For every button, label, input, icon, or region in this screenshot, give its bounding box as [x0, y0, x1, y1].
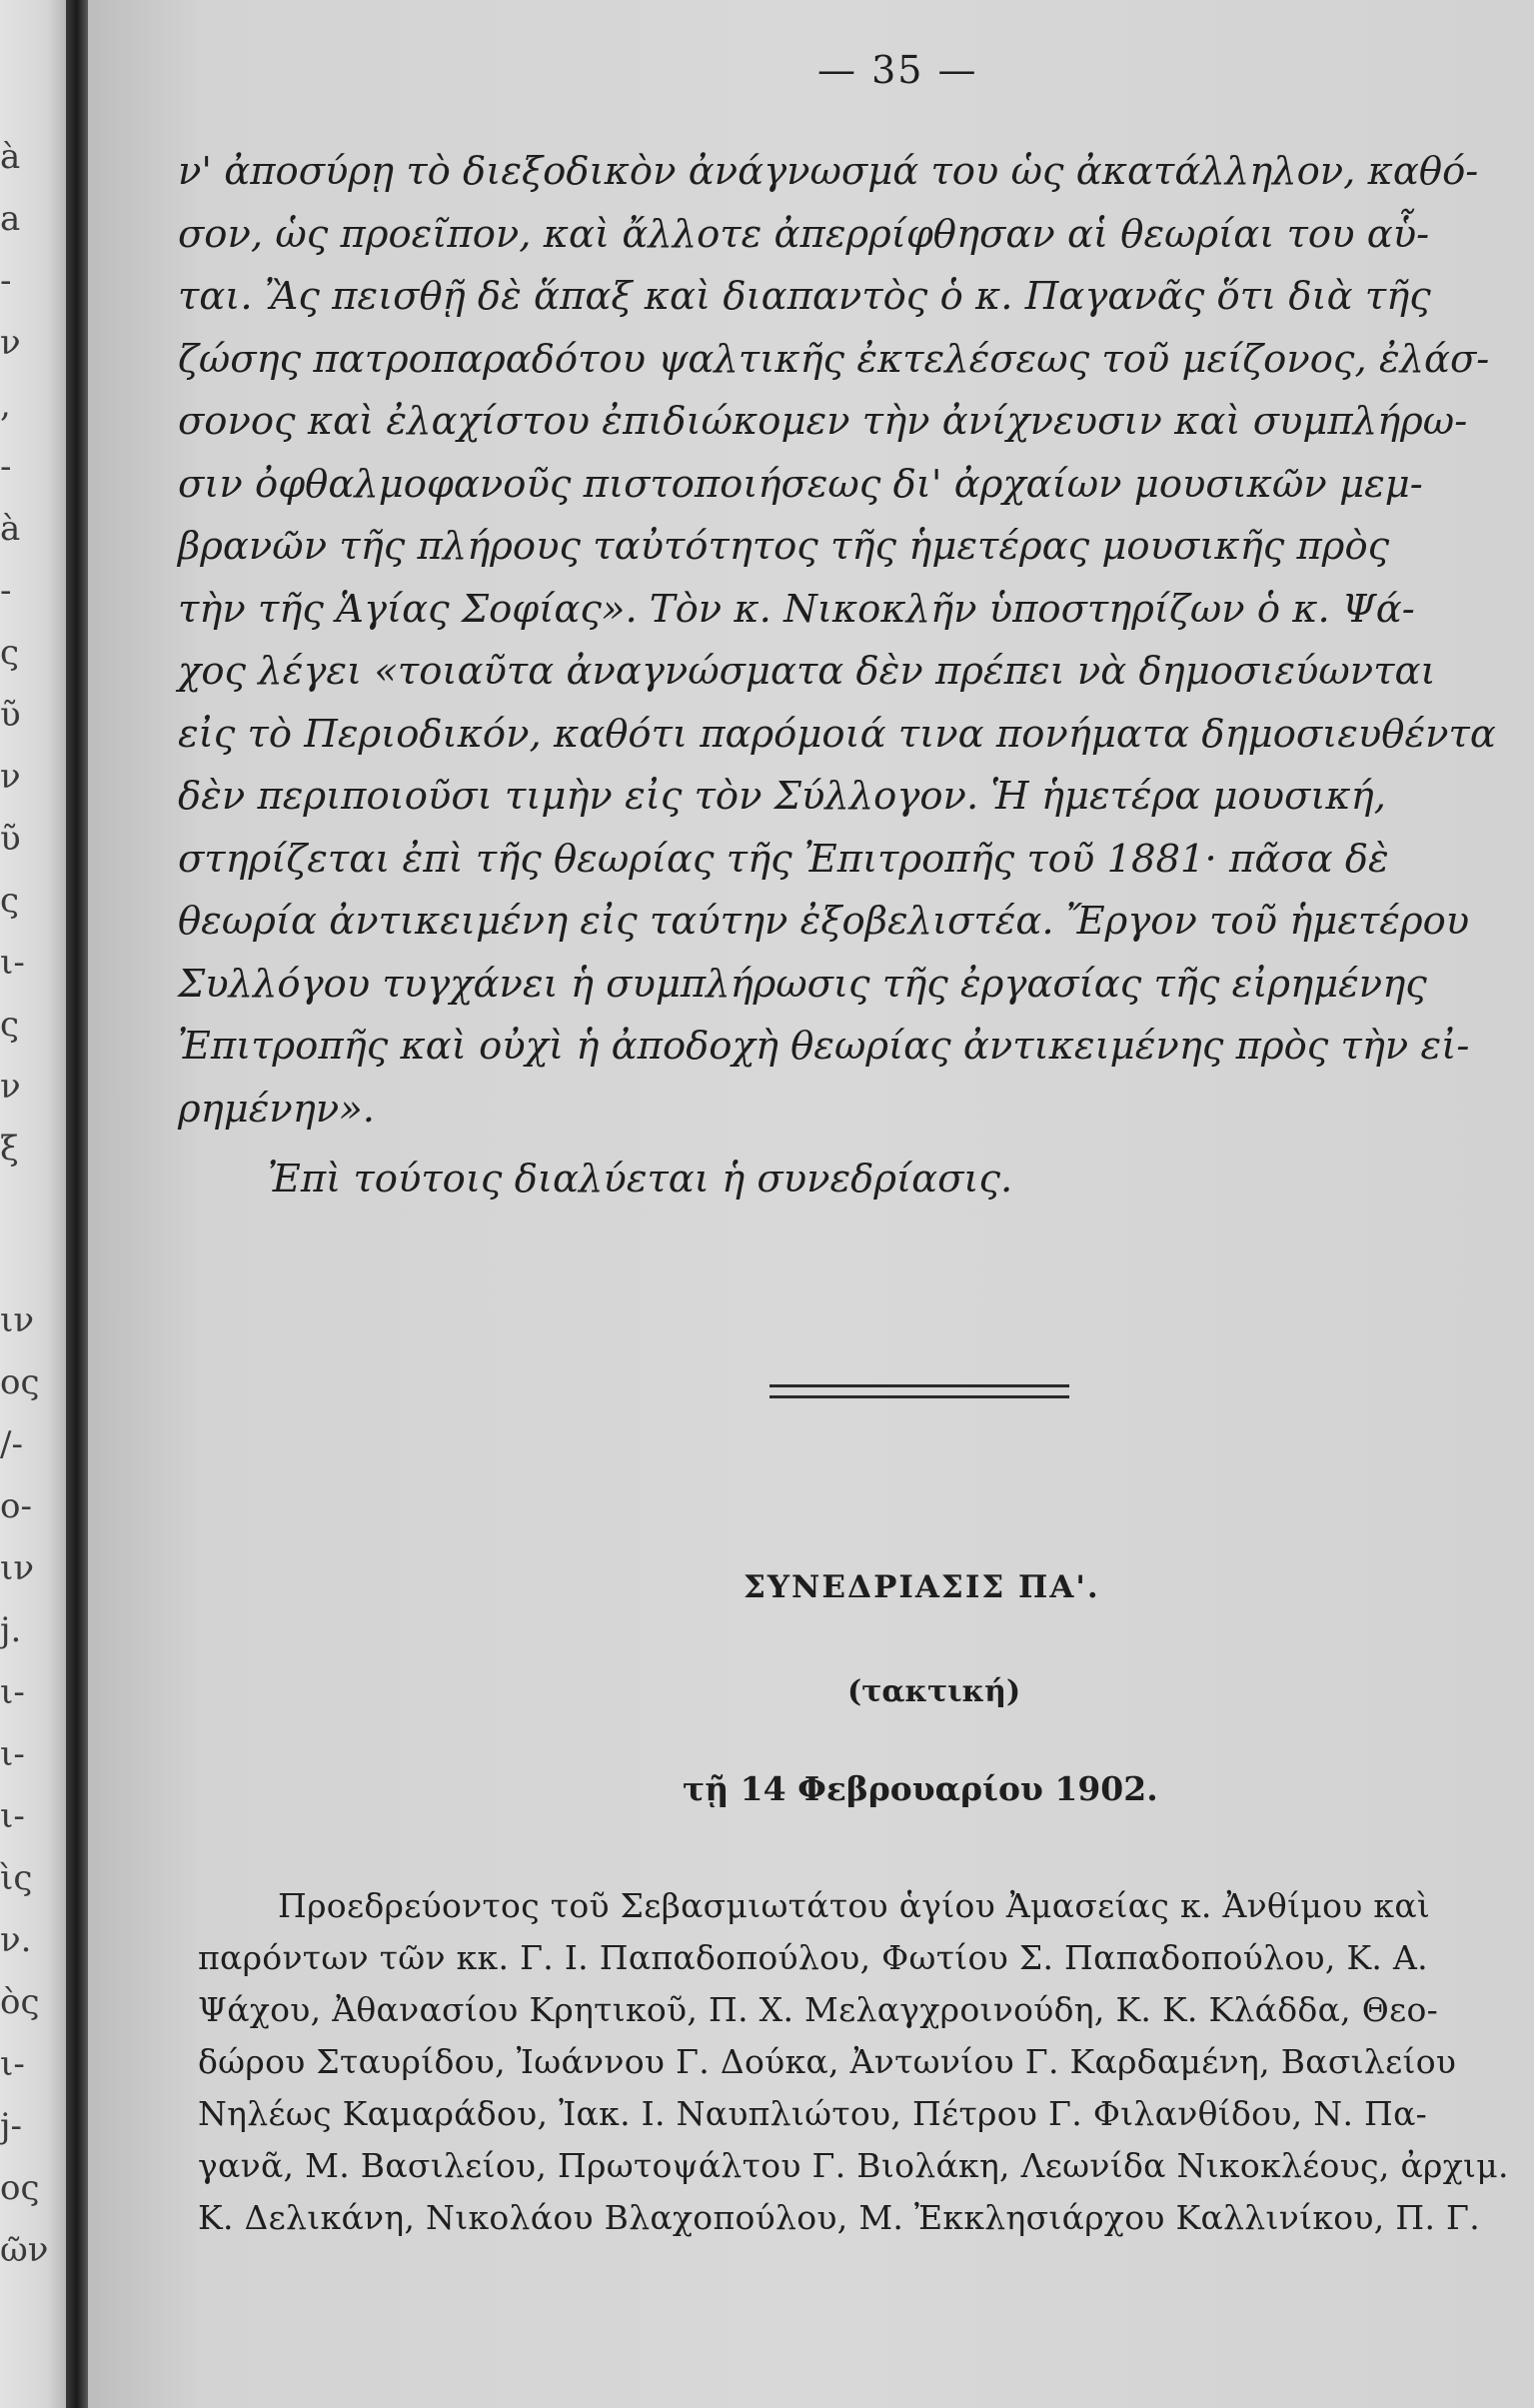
margin-fragment: -	[0, 261, 12, 301]
body-line: ζώσης πατροπαραδότου ψαλτικῆς ἐκτελέσεως τοῦ μείζονος, ἐλάσ-	[178, 336, 1490, 382]
session-type: (τακτική)	[847, 1674, 1021, 1709]
margin-fragment: ος	[0, 1362, 40, 1402]
book-page	[88, 0, 1534, 2408]
margin-fragment: a	[0, 199, 21, 239]
page-number: — 35 —	[817, 48, 978, 92]
facing-page-edge	[0, 0, 66, 2408]
margin-fragment: ιν	[0, 1548, 34, 1588]
margin-fragment: ς	[0, 633, 20, 673]
margin-fragment: ι-	[0, 2044, 25, 2084]
margin-fragment: ς	[0, 1005, 20, 1045]
margin-fragment: ν	[0, 1067, 21, 1107]
paragraph-line: Προεδρεύοντος τοῦ Σεβασμιωτάτου ἁγίου Ἀμασείας κ. Ἀνθίμου καὶ	[278, 1886, 1431, 1925]
margin-fragment: ι-	[0, 1796, 25, 1836]
paragraph-line: γανᾶ, Μ. Βασιλείου, Πρωτοψάλτου Γ. Βιολάκη, Λεωνίδα Νικοκλέους, ἀρχιμ.	[198, 2146, 1509, 2185]
body-line: βρανῶν τῆς πλήρους ταὐτότητος τῆς ἡμετέρας μουσικῆς πρὸς	[178, 524, 1390, 569]
margin-fragment: à	[0, 137, 21, 177]
margin-fragment: ιν	[0, 1300, 34, 1340]
body-line: θεωρία ἀντικειμένη εἰς ταύτην ἐξοβελιστέα. Ἔργον τοῦ ἡμετέρου	[178, 899, 1470, 944]
margin-fragment: ,	[0, 385, 11, 425]
margin-fragment: ι-	[0, 1734, 25, 1774]
margin-fragment: ος	[0, 2168, 40, 2208]
paragraph-line: δώρου Σταυρίδου, Ἰωάννου Γ. Δούκα, Ἀντωνίου Γ. Καρδαμένη, Βασιλείου	[198, 2042, 1457, 2081]
margin-fragment: ι-	[0, 943, 25, 983]
margin-fragment: ῦ	[0, 819, 21, 859]
margin-fragment: ὶς	[0, 1858, 33, 1898]
margin-fragment: -	[0, 571, 12, 611]
book-gutter	[66, 0, 88, 2408]
body-line: στηρίζεται ἐπὶ τῆς θεωρίας τῆς Ἐπιτροπῆς τοῦ 1881· πᾶσα δὲ	[178, 836, 1389, 882]
body-line: τὴν τῆς Ἁγίας Σοφίας». Τὸν κ. Νικοκλῆν ὑποστηρίζων ὁ κ. Ψά-	[178, 586, 1415, 632]
margin-fragment: ν	[0, 323, 21, 363]
body-line: σονος καὶ ἐλαχίστου ἐπιδιώκομεν τὴν ἀνίχνευσιν καὶ συμπλήρω-	[178, 399, 1468, 444]
paragraph-line: Κ. Δελικάνη, Νικολάου Βλαχοπούλου, Μ. Ἐκκλησιάρχου Καλλινίκου, Π. Γ.	[198, 2198, 1481, 2237]
paragraph-line: Ψάχου, Ἀθανασίου Κρητικοῦ, Π. Χ. Μελαγχροινούδη, Κ. Κ. Κλάδδα, Θεο-	[198, 1990, 1439, 2029]
session-date: τῇ 14 Φεβρουαρίου 1902.	[683, 1769, 1158, 1808]
body-line: Ἐπὶ τούτοις διαλύεται ἡ συνεδρίασις.	[268, 1157, 1013, 1202]
margin-fragment: ο-	[0, 1486, 32, 1526]
margin-fragment: ῶν	[0, 2230, 49, 2270]
body-line: σιν ὀφθαλμοφανοῦς πιστοποιήσεως δι' ἀρχαίων μουσικῶν μεμ-	[178, 461, 1423, 507]
section-rule-bottom	[769, 1395, 1069, 1398]
body-line: χος λέγει «τοιαῦτα ἀναγνώσματα δὲν πρέπει νὰ δημοσιεύωνται	[178, 649, 1436, 694]
body-line: σον, ὡς προεῖπον, καὶ ἄλλοτε ἀπερρίφθησαν αἱ θεωρίαι του αὗ-	[178, 211, 1430, 257]
body-line: Ἐπιτροπῆς καὶ οὐχὶ ἡ ἀποδοχὴ θεωρίας ἀντικειμένης πρὸς τὴν εἰ-	[178, 1024, 1470, 1069]
margin-fragment: ῦ	[0, 695, 21, 735]
margin-fragment: ν.	[0, 1920, 32, 1960]
body-line: εἰς τὸ Περιοδικόν, καθότι παρόμοιά τινα πονήματα δημοσιευθέντα	[178, 711, 1496, 757]
margin-fragment: -	[0, 447, 12, 487]
margin-fragment: ι-	[0, 1672, 25, 1712]
session-heading: ΣΥΝΕΔΡΙΑΣΙΣ ΠΑ'.	[744, 1569, 1100, 1605]
body-line: ται. Ἂς πεισθῇ δὲ ἅπαξ καὶ διαπαντὸς ὁ κ. Παγανᾶς ὅτι διὰ τῆς	[178, 274, 1431, 319]
margin-fragment: ξ	[0, 1129, 19, 1169]
section-rule-top	[769, 1384, 1069, 1387]
margin-fragment: ὸς	[0, 1982, 40, 2022]
body-line: ν' ἀποσύρῃ τὸ διεξοδικὸν ἀνάγνωσμά του ὡς ἀκατάλληλον, καθό-	[178, 149, 1479, 194]
paragraph-line: Νηλέως Καμαράδου, Ἰακ. Ι. Ναυπλιώτου, Πέτρου Γ. Φιλανθίδου, Ν. Πα-	[198, 2094, 1428, 2133]
margin-fragment: ς	[0, 881, 20, 921]
margin-fragment: ϳ.	[0, 1610, 22, 1650]
body-line: δὲν περιποιοῦσι τιμὴν εἰς τὸν Σύλλογον. Ἡ ἡμετέρα μουσική,	[178, 774, 1386, 819]
margin-fragment: /-	[0, 1424, 23, 1464]
body-line: Συλλόγου τυγχάνει ἡ συμπλήρωσις τῆς ἐργασίας τῆς εἰρημένης	[178, 961, 1427, 1007]
margin-fragment: ϳ-	[0, 2106, 23, 2146]
margin-fragment: ν	[0, 757, 21, 797]
margin-fragment: à	[0, 509, 21, 549]
body-line: ρημένην».	[178, 1086, 376, 1132]
paragraph-line: παρόντων τῶν κκ. Γ. Ι. Παπαδοπούλου, Φωτίου Σ. Παπαδοπούλου, Κ. Α.	[198, 1938, 1428, 1977]
